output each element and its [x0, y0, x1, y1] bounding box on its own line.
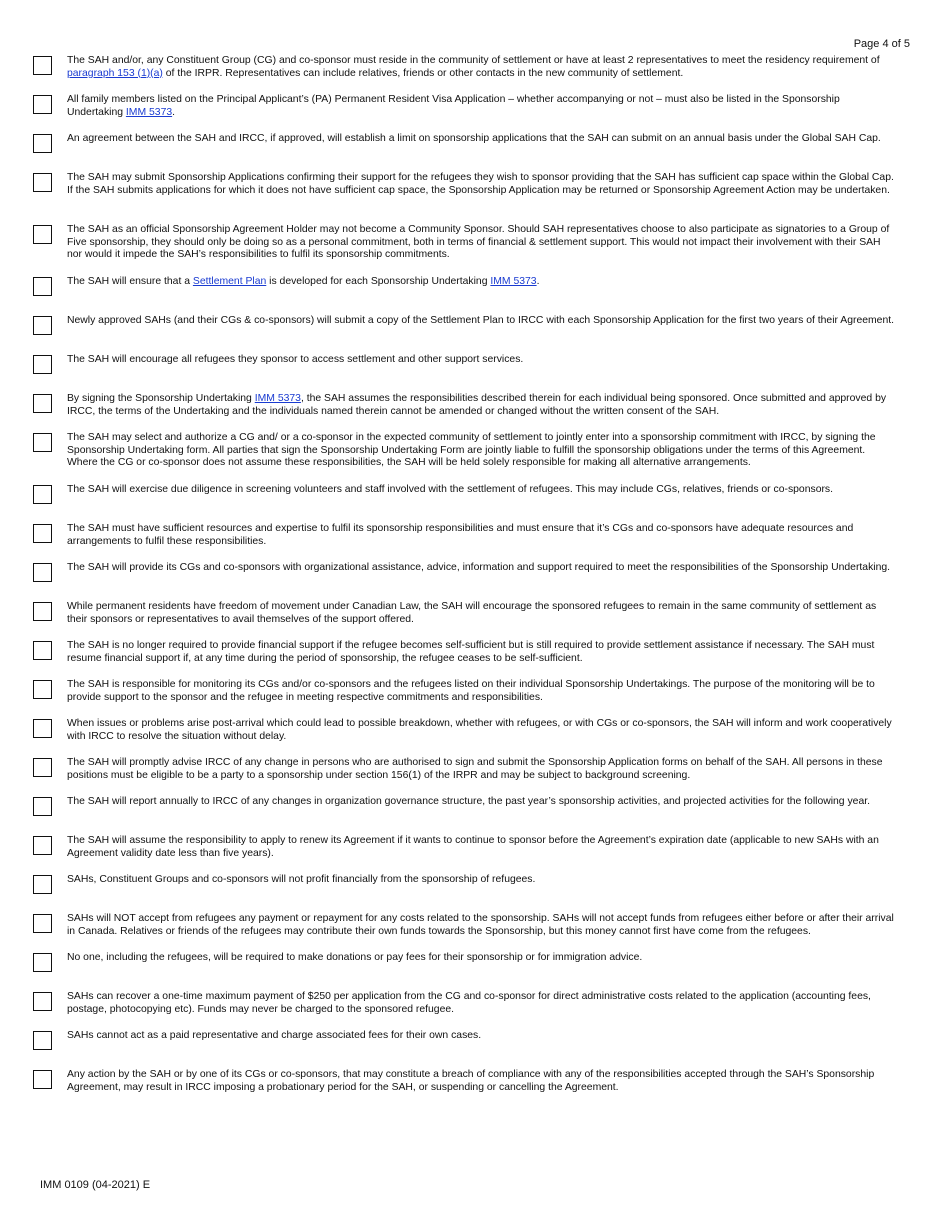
text-segment: The SAH is responsible for monitoring its CGs and/or co-sponsors and the refugees listed on their individual Sponsorship Undertakings. The purpose of the monitoring will be to provide support to the sponsor and the refugee in meeting respective commitments and responsibilities.: [67, 679, 875, 703]
item-text: [67, 94, 895, 119]
text-segment: The SAH must have sufficient resources and expertise to fulfil its sponsorship responsibilities and must ensure that it’s CGs and co-sponsors have adequate resources and arrangements to fulfil these responsibilities.: [67, 523, 854, 547]
text-segment: .: [172, 106, 176, 118]
text-segment: All family members listed on the Principal Applicant’s (PA) Permanent Resident Visa Application – whether accompanying or not – must also be listed in the Sponsorship Undertaking: [67, 94, 840, 118]
item-checkbox[interactable]: [33, 134, 52, 153]
item-text: [67, 835, 895, 860]
item-text: [67, 718, 895, 743]
item-checkbox[interactable]: [33, 992, 52, 1011]
item-checkbox[interactable]: [33, 173, 52, 192]
item-text: [67, 432, 895, 470]
text-segment: The SAH is no longer required to provide financial support if the refugee becomes self-sufficient but is still required to provide settlement assistance if necessary. The SAH must resume financial support if, at any time during the period of sponsorship, the refugee ceases to be self-sufficient.: [67, 640, 875, 664]
item-checkbox[interactable]: [33, 433, 52, 452]
item-checkbox[interactable]: [33, 563, 52, 582]
text-segment: SAHs can recover a one-time maximum payment of $250 per application from the CG and co-sponsor for direct administrative costs related to the application (accounting fees, postage, photocopying etc). Funds may never be charged to the sponsored refugee.: [67, 991, 871, 1015]
item-text: [67, 952, 895, 965]
reference-link[interactable]: Settlement Plan: [192, 276, 267, 287]
item-text: [67, 601, 895, 626]
item-text: [67, 55, 895, 80]
item-checkbox[interactable]: [33, 602, 52, 621]
item-checkbox[interactable]: [33, 1070, 52, 1089]
item-checkbox[interactable]: [33, 355, 52, 374]
item-text: [67, 133, 895, 146]
reference-link[interactable]: paragraph 153 (1)(a): [67, 67, 163, 79]
text-segment: Any action by the SAH or by one of its CGs or co-sponsors, that may constitute a breach of compliance with any of the responsibilities accepted through the SAH’s Sponsorship Agreement, may result in IRCC imposing a probationary period for the SAH, or suspending or cancelling the Agreement.: [67, 1069, 875, 1093]
text-segment: The SAH will exercise due diligence in screening volunteers and staff involved with the settlement of refugees. This may include CGs, relatives, friends or co-sponsors.: [67, 484, 834, 495]
item-checkbox[interactable]: [33, 758, 52, 777]
text-segment: .: [536, 276, 540, 287]
reference-link[interactable]: IMM 5373: [254, 393, 301, 404]
item-text: [67, 991, 895, 1016]
item-text: [67, 276, 895, 289]
item-checkbox[interactable]: [33, 394, 52, 413]
text-segment: SAHs, Constituent Groups and co-sponsors will not profit financially from the sponsorship of refugees.: [67, 874, 536, 885]
item-text: [67, 523, 895, 548]
item-checkbox[interactable]: [33, 719, 52, 738]
item-checkbox[interactable]: [33, 1031, 52, 1050]
item-text: [67, 224, 895, 262]
text-segment: No one, including the refugees, will be required to make donations or pay fees for their sponsorship or for immigration advice.: [67, 952, 643, 963]
item-checkbox[interactable]: [33, 524, 52, 543]
item-checkbox[interactable]: [33, 953, 52, 972]
form-code-footer: IMM 0109 (04-2021) E: [40, 1179, 151, 1191]
text-segment: The SAH will assume the responsibility to apply to renew its Agreement if it wants to continue to sponsor before the Agreement’s expiration date (applicable to new SAHs with an Agreement validity date less than five years).: [67, 835, 879, 859]
item-checkbox[interactable]: [33, 836, 52, 855]
item-text: [67, 640, 895, 665]
item-text: [67, 913, 895, 938]
text-segment: of the IRPR. Representatives can include relatives, friends or other contacts in the new community of settlement.: [162, 67, 684, 79]
item-text: [67, 757, 895, 782]
item-checkbox[interactable]: [33, 485, 52, 504]
item-text: [67, 484, 895, 497]
item-checkbox[interactable]: [33, 641, 52, 660]
text-segment: , the SAH assumes the responsibilities described therein for each individual being sponsored. Once submitted and approved by IRCC, the terms of the Undertaking and the individuals named therein cannot be amended or changed without the written consent of the SAH.: [67, 393, 887, 417]
text-segment: The SAH will report annually to IRCC of any changes in organization governance structure, the past year’s sponsorship activities, and projected activities for the following year.: [67, 796, 871, 807]
item-checkbox[interactable]: [33, 225, 52, 244]
page-number: Page 4 of 5: [853, 38, 910, 50]
item-text: [67, 354, 895, 367]
item-text: [67, 315, 895, 328]
item-text: [67, 1030, 895, 1043]
text-segment: Newly approved SAHs (and their CGs & co-sponsors) will submit a copy of the Settlement Plan to IRCC with each Sponsorship Application for the first two years of their Agreement.: [67, 315, 895, 326]
reference-link[interactable]: IMM 5373: [490, 276, 537, 287]
text-segment: The SAH may submit Sponsorship Applications confirming their support for the refugees they wish to sponsor providing that the SAH has sufficient cap space within the Global Cap. If the SAH submits applications for which it does not have sufficient cap space, the Sponsorship Application may be returned or Sponsorship Agreement Action may be undertaken.: [67, 172, 894, 196]
text-segment: When issues or problems arise post-arrival which could lead to possible breakdown, whether with refugees, or with CGs or co-sponsors, the SAH will inform and work cooperatively with IRCC to resolve the situation without delay.: [67, 718, 892, 742]
item-text: [67, 562, 895, 575]
item-checkbox[interactable]: [33, 277, 52, 296]
item-text: [67, 172, 895, 197]
text-segment: The SAH will provide its CGs and co-sponsors with organizational assistance, advice, information and support required to meet the responsibilities of the Sponsorship Undertaking.: [67, 562, 891, 573]
item-checkbox[interactable]: [33, 316, 52, 335]
item-checkbox[interactable]: [33, 680, 52, 699]
item-text: [67, 1069, 895, 1094]
item-checkbox[interactable]: [33, 56, 52, 75]
text-segment: The SAH as an official Sponsorship Agreement Holder may not become a Community Sponsor. Should SAH representatives choose to also participate as signatories to a Group of Five sponsorship, they should only be doing so as a personal commitment, both in terms of financial & settlement support. This would not impact their involvement with their SAH nor would it impede the SAH’s responsibilities to fulfil its sponsorship commitments.: [67, 224, 890, 261]
text-segment: SAHs will NOT accept from refugees any payment or repayment for any costs related to the sponsorship. SAHs will not accept funds from refugees either before or after their arrival in Canada. Relatives or friends of the refugees may contribute their own funds towards the Sponsorship, but this money cannot first have come from the refugees.: [67, 913, 894, 937]
item-checkbox[interactable]: [33, 875, 52, 894]
reference-link[interactable]: IMM 5373: [125, 106, 173, 118]
text-segment: The SAH and/or, any Constituent Group (CG) and co-sponsor must reside in the community of settlement or have at least 2 representatives to meet the residency requirement of: [67, 55, 880, 66]
item-text: [67, 679, 895, 704]
item-checkbox[interactable]: [33, 914, 52, 933]
item-checkbox[interactable]: [33, 797, 52, 816]
text-segment: The SAH may select and authorize a CG and/ or a co-sponsor in the expected community of settlement to jointly enter into a sponsorship commitment with IRCC, by signing the Sponsorship Undertaking form. All parties that sign the Sponsorship Undertaking Form are jointly liable to fulfill the sponsorship obligations under the terms of this Agreement. Where the CG or co-sponsor does not assume these responsibilities, the SAH will be held solely responsible for making all alternative arrangements.: [67, 432, 876, 469]
text-segment: The SAH will encourage all refugees they sponsor to access settlement and other support services.: [67, 354, 524, 365]
text-segment: The SAH will ensure that a: [67, 276, 193, 287]
text-segment: The SAH will promptly advise IRCC of any change in persons who are authorised to sign and submit the Sponsorship Application forms on behalf of the SAH. All persons in these positions must be eligible to be a party to a sponsorship under section 156(1) of the IRPR and may be subject to background screening.: [67, 757, 883, 781]
text-segment: By signing the Sponsorship Undertaking: [67, 393, 255, 404]
text-segment: is developed for each Sponsorship Undertaking: [266, 276, 491, 287]
item-text: [67, 874, 895, 887]
text-segment: An agreement between the SAH and IRCC, if approved, will establish a limit on sponsorship applications that the SAH can submit on an annual basis under the Global SAH Cap.: [67, 133, 881, 144]
item-checkbox[interactable]: [33, 95, 52, 114]
item-text: [67, 796, 895, 809]
item-text: [67, 393, 895, 418]
text-segment: While permanent residents have freedom of movement under Canadian Law, the SAH will encourage the sponsored refugees to remain in the same community of settlement as their sponsors or representatives to avail themselves of the support offered.: [67, 601, 877, 625]
text-segment: SAHs cannot act as a paid representative and charge associated fees for their own cases.: [67, 1030, 482, 1041]
